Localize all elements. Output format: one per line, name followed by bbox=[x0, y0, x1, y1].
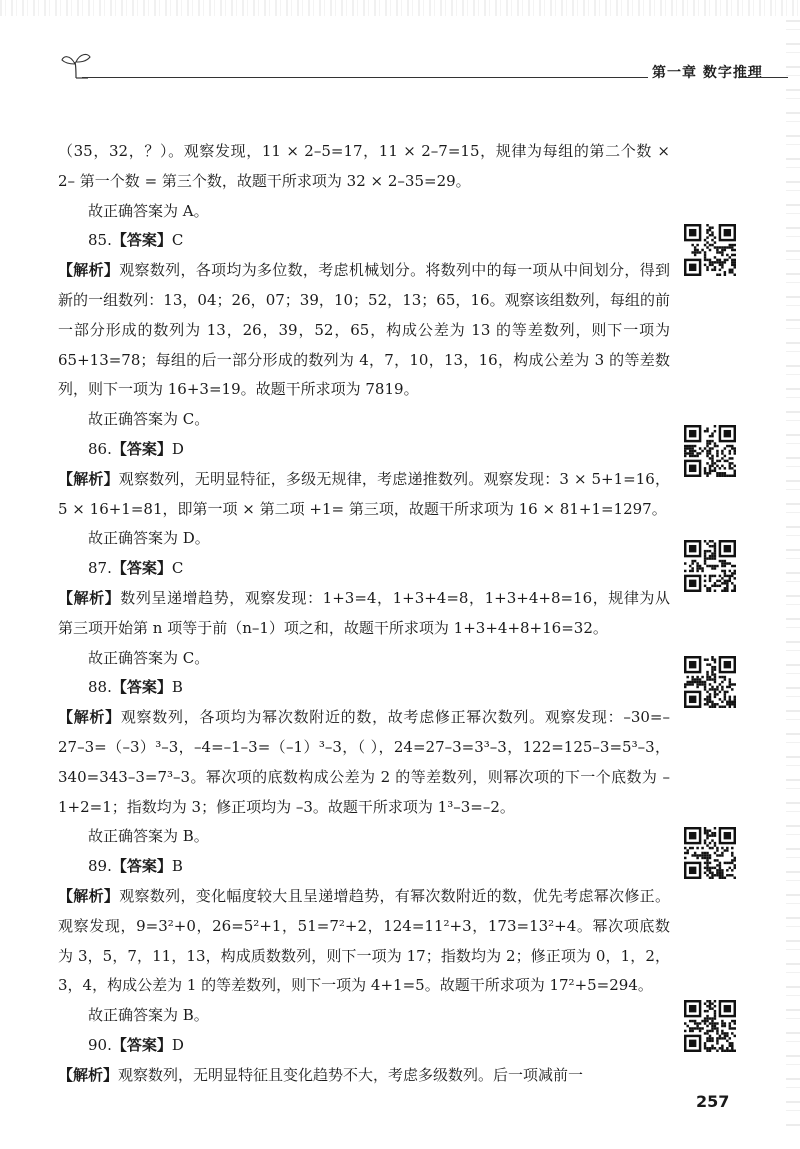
qr-code-icon[interactable] bbox=[684, 827, 736, 879]
answer-line bbox=[58, 435, 670, 465]
answer-conclusion: 故正确答案为 C。 bbox=[88, 648, 210, 667]
analysis-paragraph: 【解析】数列呈递增趋势，观察发现：1+3=4，1+3+4=8，1+3+4+8=16，规律为从第三项开始第 n 项等于前（n–1）项之和，故题干所求项为 1+3+4+8+16=32。 bbox=[58, 588, 670, 637]
answer-conclusion: 故正确答案为 B。 bbox=[88, 1006, 209, 1025]
answer-conclusion: 故正确答案为 B。 bbox=[88, 827, 209, 846]
answer-line bbox=[58, 554, 670, 584]
answer-tag: 【答案】 bbox=[111, 559, 172, 578]
page-number: 257 bbox=[696, 1092, 730, 1111]
header-rule-right bbox=[738, 77, 788, 78]
answer-tag: 【答案】 bbox=[111, 231, 172, 250]
question-number: 89. bbox=[88, 857, 112, 876]
analysis-tag: 【解析】 bbox=[58, 1065, 119, 1084]
analysis-paragraph: 【解析】观察数列，无明显特征且变化趋势不大，考虑多级数列。后一项减前一 bbox=[58, 1065, 584, 1084]
sprout-icon bbox=[60, 50, 92, 80]
question-number: 88. bbox=[88, 678, 112, 697]
answer-value: C bbox=[171, 559, 184, 578]
paragraph: （35，32，？）。观察发现，11 × 2–5=17，11 × 2–7=15，规律为每组的第二个数 × 2– 第一个数 = 第三个数，故题干所求项为 32 × 2–35=29。 bbox=[58, 142, 670, 190]
question-number: 90. bbox=[88, 1035, 112, 1054]
qr-code-icon[interactable] bbox=[684, 656, 736, 708]
analysis-tag: 【解析】 bbox=[58, 261, 120, 280]
answer-tag: 【答案】 bbox=[111, 439, 172, 458]
answer-value: C bbox=[171, 231, 184, 250]
qr-code-icon[interactable] bbox=[684, 540, 736, 592]
analysis-paragraph: 【解析】观察数列，各项均为幂次数附近的数，故考虑修正幂次数列。观察发现：–30=–27–3=（–3）³–3，–4=–1–3=（–1）³–3，（ ），24=27–3=3³–3，122=125–3=5³–3，340=343–3=7³–3。幂次项的底数构成公差为 2 的等差数列，则幂次项的下一个底数为 –1+2=1；指数均为 3；修正项均为 –3。故题干所求项为 1³–3=–2。 bbox=[58, 708, 670, 816]
question-number: 87. bbox=[88, 559, 112, 578]
answer-line bbox=[58, 852, 670, 882]
chapter-title: 第一章 数字推理 bbox=[652, 65, 763, 81]
answer-tag: 【答案】 bbox=[111, 1035, 172, 1054]
answer-line bbox=[58, 673, 670, 703]
answer-line bbox=[58, 1031, 670, 1061]
answer-conclusion: 故正确答案为 A。 bbox=[88, 201, 209, 220]
qr-code-icon[interactable] bbox=[684, 425, 736, 477]
analysis-tag: 【解析】 bbox=[58, 708, 121, 727]
running-header bbox=[58, 50, 788, 90]
answer-tag: 【答案】 bbox=[111, 678, 172, 697]
analysis-paragraph: 【解析】观察数列，无明显特征，多级无规律，考虑递推数列。观察发现：3 × 5+1=16，5 × 16+1=81，即第一项 × 第二项 +1= 第三项，故题干所求项为 16 × 81+1=1297。 bbox=[58, 469, 670, 518]
analysis-tag: 【解析】 bbox=[58, 588, 121, 607]
analysis-tag: 【解析】 bbox=[58, 469, 119, 488]
qr-code-icon[interactable] bbox=[684, 224, 736, 276]
answer-value: B bbox=[171, 857, 183, 876]
qr-code-icon[interactable] bbox=[684, 1000, 736, 1052]
answer-conclusion: 故正确答案为 D。 bbox=[88, 529, 210, 548]
page-body bbox=[58, 137, 670, 1091]
scan-top-noise bbox=[0, 0, 800, 16]
question-number: 85. bbox=[88, 231, 112, 250]
analysis-paragraph: 【解析】观察数列，变化幅度较大且呈递增趋势，有幂次数附近的数，优先考虑幂次修正。观察发现，9=3²+0，26=5²+1，51=7²+2，124=11²+3，173=13²+4。幂次项底数为 3，5，7，11，13，构成质数数列，则下一项为 17；指数均为 2；修正项为 0，1，2，3，4，构成公差为 1 的等差数列，则下一项为 4+1=5。故题干所求项为 17²+5=294。 bbox=[58, 886, 670, 995]
answer-value: B bbox=[171, 678, 183, 697]
answer-value: D bbox=[171, 439, 184, 458]
header-rule bbox=[82, 77, 648, 78]
answer-line bbox=[58, 226, 670, 256]
scan-right-edge-noise bbox=[786, 20, 800, 1130]
analysis-paragraph: 【解析】观察数列，各项均为多位数，考虑机械划分。将数列中的每一项从中间划分，得到新的一组数列：13，04；26，07；39，10；52，13；65，16。观察该组数列，每组的前一部分形成的数列为 13，26，39，52，65，构成公差为 13 的等差数列，则下一项为 65+13=78；每组的后一部分形成的数列为 4，7，10，13，16，构成公差为 3 的等差数列，则下一项为 16+3=19。故题干所求项为 7819。 bbox=[58, 261, 670, 399]
answer-value: D bbox=[171, 1035, 184, 1054]
analysis-tag: 【解析】 bbox=[58, 886, 120, 905]
answer-tag: 【答案】 bbox=[111, 857, 172, 876]
answer-conclusion: 故正确答案为 C。 bbox=[88, 410, 210, 429]
question-number: 86. bbox=[88, 439, 112, 458]
